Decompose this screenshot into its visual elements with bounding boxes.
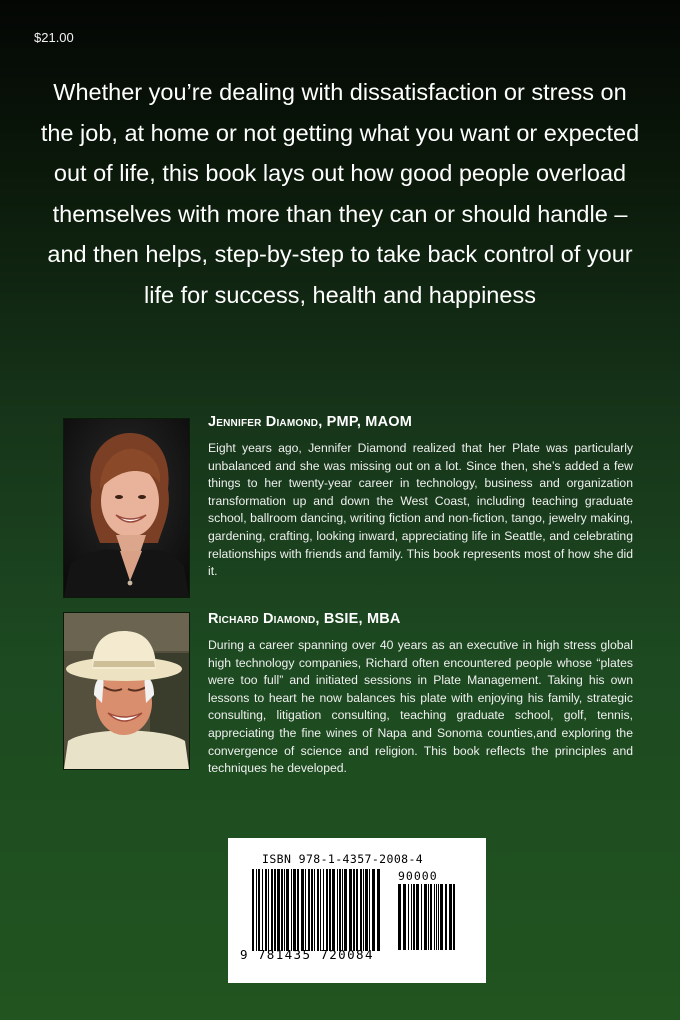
barcode-bar: [258, 869, 260, 951]
barcode-bar: [320, 869, 321, 951]
barcode-bar: [349, 869, 352, 951]
barcode-bar: [305, 869, 306, 951]
barcode-bar: [416, 884, 419, 950]
barcode-bar: [421, 884, 422, 950]
barcode-bar: [372, 869, 375, 951]
author-name-heading: [208, 414, 633, 430]
author-name: Jennifer Diamond: [208, 414, 319, 430]
barcode-bar: [413, 884, 415, 950]
barcode-bar: [277, 869, 280, 951]
barcode-bar: [293, 869, 296, 951]
isbn-label: ISBN 978-1-4357-2008-4: [262, 852, 424, 866]
price-label: $21.00: [34, 30, 74, 45]
barcode-bar: [339, 869, 341, 951]
barcode-bar: [329, 869, 331, 951]
barcode-bar: [311, 869, 313, 951]
ean-barcode-bars: [252, 869, 380, 951]
barcode-bar: [332, 869, 335, 951]
author-name-heading: [208, 611, 633, 627]
barcode-bar: [271, 869, 273, 951]
author-bio: During a career spanning over 40 years as an executive in high stress global high technology companies, Richard often encountered people whose “plates were too full” and initiated sessions in Plate Management. Taking his own lessons to heart he now balances his plate with enjoying his family, strategic consulting, litigation consulting, teaching graduate school, golf, tennis, appreciating the fine wines of Napa and Sonoma counties,and exploring the convergence of science and religion. This book reflects the principles and techniques he developed.: [208, 638, 633, 776]
addon-barcode-bars: [398, 884, 458, 950]
barcode-bar: [317, 869, 319, 951]
author-name: Richard Diamond: [208, 611, 316, 627]
addon-code-label: 90000: [398, 869, 438, 883]
barcode-bar: [434, 884, 435, 950]
isbn-barcode: [228, 838, 486, 983]
barcode-bar: [284, 869, 285, 951]
richard-portrait-illustration: [64, 613, 189, 769]
jennifer-diamond-photo: [63, 418, 190, 598]
barcode-bar: [286, 869, 289, 951]
barcode-bar: [430, 884, 432, 950]
book-blurb: Whether you’re dealing with dissatisfaction or stress on the job, at home or not getting what you want or expected out of life, this book lays out how good people overload themselves with more than they can or should handle – and then helps, step-by-step to take back control of your life for success, health and happiness: [40, 79, 640, 308]
barcode-bar: [323, 869, 324, 951]
barcode-bar: [297, 869, 299, 951]
barcode-bar: [274, 869, 276, 951]
barcode-bar: [314, 869, 315, 951]
jennifer-portrait-illustration: [64, 419, 189, 597]
barcode-bar: [438, 884, 439, 950]
barcode-bar: [377, 869, 380, 951]
author-credentials: , BSIE, MBA: [315, 611, 401, 627]
barcode-bar: [360, 869, 362, 951]
barcode-bar: [337, 869, 338, 951]
barcode-bar: [353, 869, 355, 951]
barcode-bar: [308, 869, 310, 951]
barcode-bar: [449, 884, 452, 950]
author-richard-block: [208, 611, 633, 778]
ean-digits: 9 781435 720084: [240, 947, 374, 962]
barcode-bar: [365, 869, 368, 951]
barcode-bar: [301, 869, 304, 951]
author-credentials: , PMP, MAOM: [318, 414, 412, 430]
barcode-bar: [265, 869, 267, 951]
barcode-bar: [356, 869, 358, 951]
barcode-bar: [344, 869, 347, 951]
barcode-bar: [256, 869, 257, 951]
barcode-bar: [268, 869, 269, 951]
barcode-bar: [398, 884, 401, 950]
barcode-bar: [453, 884, 455, 950]
barcode-bar: [408, 884, 409, 950]
barcode-bar: [252, 869, 254, 951]
author-bio: Eight years ago, Jennifer Diamond realized that her Plate was particularly unbalanced and she was missing out on a lot. Since then, she’s added a few things to her twenty-year career in technology, business and organization transformation up and down the West Coast, including teaching graduate school, ballroom dancing, writing fiction and non-fiction, tango, jewelry making, gardening, crafting, looking inward, appreciating life in Seattle, and celebrating relationships with friends and family. This book represents most of how she did it.: [208, 441, 633, 579]
barcode-bar: [262, 869, 263, 951]
barcode-bar: [428, 884, 429, 950]
barcode-bar: [326, 869, 328, 951]
barcode-bar: [440, 884, 443, 950]
barcode-bar: [342, 869, 343, 951]
barcode-bar: [369, 869, 370, 951]
richard-diamond-photo: [63, 612, 190, 770]
barcode-bar: [424, 884, 427, 950]
barcode-bar: [363, 869, 364, 951]
barcode-bar: [411, 884, 412, 950]
barcode-bar: [281, 869, 283, 951]
barcode-bar: [291, 869, 292, 951]
barcode-bar: [436, 884, 437, 950]
barcode-bar: [403, 884, 406, 950]
author-jennifer-block: [208, 414, 633, 581]
barcode-bar: [445, 884, 447, 950]
